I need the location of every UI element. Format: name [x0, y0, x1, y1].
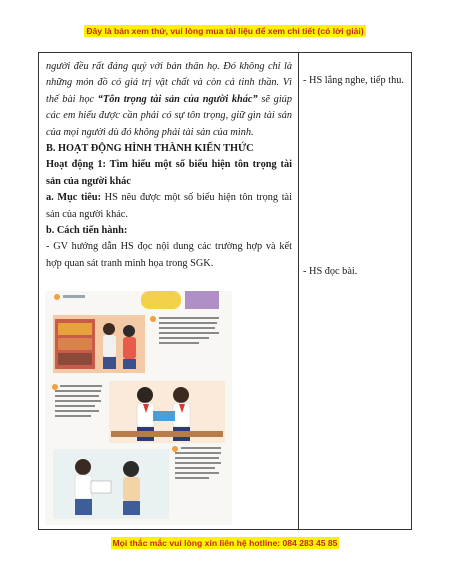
lesson-table	[38, 52, 412, 530]
preview-banner	[0, 26, 450, 36]
section-heading: B. HOẠT ĐỘNG HÌNH THÀNH KIẾN THỨC	[46, 143, 254, 155]
lesson-title: “Tôn trọng tài sản của người khác”	[97, 93, 258, 105]
activity-heading: Hoạt động 1: Tìm hiểu một số biểu hiện tôn trọng tài sản của người khác	[46, 159, 292, 187]
goal-paragraph	[46, 190, 292, 223]
goal-text: HS nêu được một số biểu hiện tôn trọng tài sản của người khác.	[46, 192, 292, 220]
student-note-1: - HS lắng nghe, tiếp thu.	[303, 75, 404, 86]
method-label: b. Cách tiến hành:	[46, 225, 128, 237]
hotline-banner-text: Mọi thắc mắc vui lòng xin liên hệ hotline: 084 283 45 85	[112, 538, 338, 548]
illustration-svg	[45, 291, 232, 525]
textbook-illustration	[45, 291, 232, 525]
hotline-banner	[0, 538, 450, 548]
teacher-activity-column	[46, 59, 292, 272]
goal-label: a. Mục tiêu:	[46, 192, 102, 204]
column-divider	[298, 53, 299, 529]
intro-text-2: sẽ giúp các em hiểu được cần phải có sự tôn trọng, giữ gìn tài sản của mọi người dù đó không phải tài sản của mình.	[46, 93, 292, 138]
intro-text-1: người đều rất đáng quý với bản thân họ. Đó không chỉ là những món đồ có giá trị vật chất và còn cả tinh thần. Vì thế bài học	[46, 61, 292, 105]
preview-banner-text: Đây là bản xem thử, vui lòng mua tài liệu để xem chi tiết (có lời giải)	[86, 26, 364, 36]
intro-paragraph	[46, 59, 292, 141]
method-paragraph: - GV hướng dẫn HS đọc nội dung các trường hợp và kết hợp quan sát tranh minh họa trong SGK.	[46, 241, 292, 269]
student-note-2: - HS đọc bài.	[303, 266, 358, 277]
